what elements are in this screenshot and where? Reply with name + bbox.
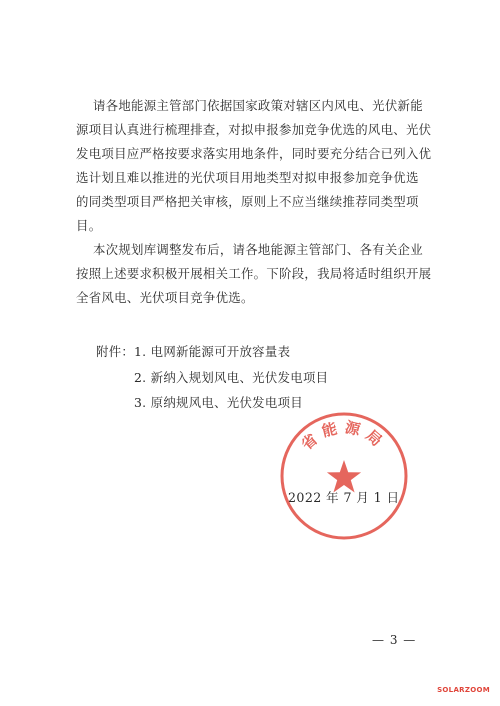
attachment-item-1: 1. 电网新能源可开放容量表 (134, 344, 291, 359)
paragraph-1 (76, 94, 432, 238)
paragraph-2 (76, 238, 432, 310)
paragraph-line: 选计划且难以推进的光伏项目用地类型对拟申报参加竞争优选 (76, 170, 419, 185)
seal-text: 省能源局 (297, 418, 391, 454)
page-number: — 3 — (372, 633, 417, 647)
paragraph-line: 请各地能源主管部门依据国家政策对辖区内风电、光伏新能 (76, 98, 423, 113)
official-seal-icon (276, 408, 412, 544)
attachment-item-2: 2. 新纳入规划风电、光伏发电项目 (134, 370, 329, 385)
paragraph-line: 按照上述要求积极开展相关工作。下阶段，我局将适时组织开展 (76, 266, 432, 281)
paragraph-line: 的同类型项目严格把关审核，原则上不应当继续推荐同类型项 (76, 194, 419, 209)
paragraph-line: 发电项目应严格按要求落实用地条件，同时要充分结合已列入优 (76, 146, 432, 161)
paragraph-line: 源项目认真进行梳理排查，对拟申报参加竞争优选的风电、光伏 (76, 122, 432, 137)
paragraph-line: 目。 (76, 218, 102, 233)
watermark-logo: SOLARZOOM (437, 686, 490, 694)
paragraph-line: 本次规划库调整发布后，请各地能源主管部门、各有关企业 (76, 242, 423, 257)
attachments-label: 附件： (96, 344, 135, 359)
document-date: 2022 年 7 月 1 日 (288, 490, 400, 505)
paragraph-line: 全省风电、光伏项目竞争优选。 (76, 290, 254, 305)
seal-star-icon (327, 460, 361, 493)
attachment-item-3: 3. 原纳规风电、光伏发电项目 (134, 395, 303, 410)
